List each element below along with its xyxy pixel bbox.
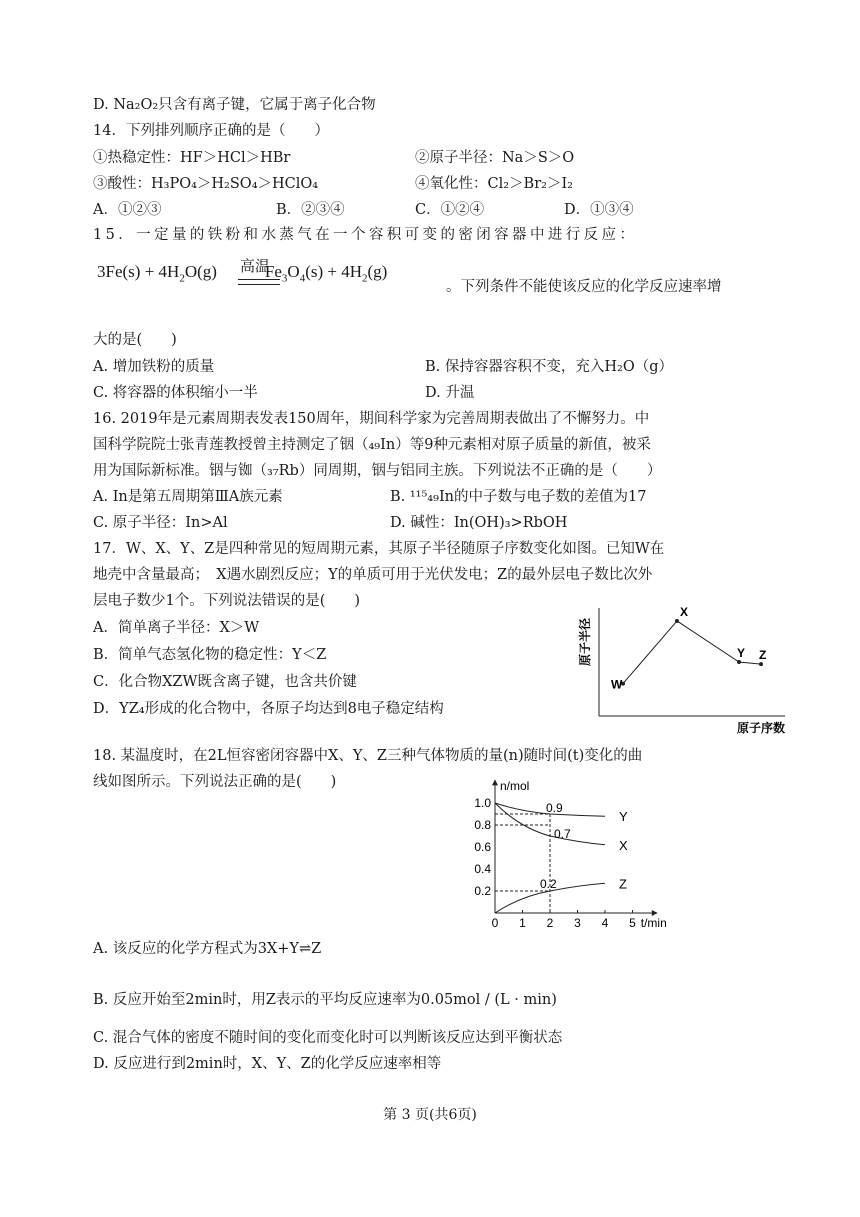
x-tick-5: 5 [629, 916, 636, 930]
q15-option-b: B. 保持容器容积不变，充入H₂O（g） [425, 359, 673, 375]
question-17-line-1: 17．W、X、Y、Z是四种常见的短周期元素，其原子半径随原子序数变化如图。已知W在 [93, 541, 665, 557]
q18-option-c: C. 混合气体的密度不随时间的变化而变化时可以判断该反应达到平衡状态 [93, 1030, 563, 1046]
q14-item-1: ①热稳定性：HF＞HCl＞HBr [93, 150, 291, 166]
option-13d: D. Na₂O₂只含有离子键，它属于离子化合物 [93, 97, 376, 113]
point-label-Y: Y [737, 646, 746, 660]
q15-option-a: A. 增加铁粉的质量 [93, 359, 215, 375]
series-label-X: X [619, 837, 628, 853]
y-axis-label: 原子半径 [578, 617, 592, 667]
annotation-0.7: 0.7 [554, 827, 571, 841]
equals-sign [238, 279, 280, 285]
annotation-0.2: 0.2 [540, 877, 557, 891]
point-Y [737, 660, 741, 664]
question-14: 14．下列排列顺序正确的是（ ） [93, 123, 329, 139]
q14-item-2: ②原子半径：Na＞S＞O [415, 150, 575, 166]
y-axis-arrow [492, 779, 498, 785]
q14-item-3: ③酸性：H₃PO₄＞H₂SO₄＞HClO₄ [93, 176, 319, 192]
page-footer: 第 3 页(共6页) [383, 1107, 477, 1123]
q17-option-c: C．化合物XZW既含离子键，也含共价键 [93, 674, 357, 690]
q14-option-d: D．①③④ [564, 202, 634, 218]
x-tick-0: 0 [491, 916, 499, 930]
moles-vs-time-chart [455, 775, 695, 935]
question-17-line-3: 层电子数少1个。下列说法错误的是( ) [93, 593, 361, 609]
q14-item-4: ④氧化性：Cl₂＞Br₂＞I₂ [415, 176, 573, 192]
q18-option-b: B. 反应开始至2min时，用Z表示的平均反应速率为0.05mol / (L · min) [93, 992, 557, 1008]
q16-option-c: C. 原子半径：In>Al [93, 515, 228, 531]
q16-option-d: D. 碱性：In(OH)₃>RbOH [390, 515, 568, 531]
reaction-equation: $3Fe(s) + 4H_2O(g) Fe_3O_4(s) + 4H_2(g)$ [97, 262, 388, 285]
y-tick-0.2: 0.2 [474, 884, 491, 898]
question-15-b: 大的是( ) [93, 332, 177, 348]
x-axis-label: 原子序数 [736, 721, 785, 735]
question-16-line-1: 16. 2019年是元素周期表发表150周年，期间科学家为完善周期表做出了不懈努力。中 [93, 411, 650, 427]
annotation-0.9: 0.9 [546, 801, 563, 815]
q17-option-b: B．简单气态氢化物的稳定性：Y＜Z [93, 647, 327, 663]
question-16-line-2: 国科学院院士张青莲教授曾主持测定了铟（₄₉In）等9种元素相对原子质量的新值，被采 [93, 437, 651, 453]
q14-option-b: B．②③④ [276, 202, 345, 218]
q14-option-a: A．①②③ [93, 202, 162, 218]
q16-option-b: B. ¹¹⁵₄₉In的中子数与电子数的差值为17 [390, 489, 647, 505]
point-label-W: W [611, 677, 623, 692]
point-label-X: X [680, 604, 689, 619]
question-18-line-2: 线如图所示。下列说法正确的是( ) [93, 774, 337, 790]
x-tick-4: 4 [601, 916, 609, 930]
q17-option-a: A．简单离子半径：X＞W [93, 620, 260, 636]
series-label-Y: Y [619, 809, 628, 825]
y-tick-0.4: 0.4 [474, 862, 491, 876]
question-15: 15．一定量的铁粉和水蒸气在一个容积可变的密闭容器中进行反应： [93, 227, 638, 243]
question-16-line-3: 用为国际新标准。铟与铷（₃₇Rb）同周期，铟与铝同主族。下列说法不正确的是（ ） [93, 463, 662, 479]
q15-option-d: D. 升温 [425, 385, 475, 401]
q15-option-c: C. 将容器的体积缩小一半 [93, 385, 258, 401]
point-X [675, 619, 679, 623]
x-tick-3: 3 [574, 916, 581, 930]
atomic-radius-chart [575, 598, 795, 738]
y-axis-label: n/mol [500, 778, 530, 793]
question-17-line-2: 地壳中含量最高； X遇水剧烈反应；Y的单质可用于光伏发电；Z的最外层电子数比次外 [93, 567, 653, 583]
q18-option-a: A. 该反应的化学方程式为3X+Y⇌Z [93, 941, 322, 957]
x-tick-2: 2 [546, 916, 554, 930]
x-axis-label: t/min [640, 916, 667, 930]
series-label-Z: Z [619, 876, 627, 892]
point-label-Z: Z [759, 648, 767, 663]
reaction-condition: 高温 [240, 257, 271, 275]
y-tick-0.8: 0.8 [474, 818, 491, 832]
y-tick-1.0: 1.0 [474, 796, 491, 810]
q14-option-c: C．①②④ [415, 202, 485, 218]
y-tick-0.6: 0.6 [474, 840, 491, 854]
q17-option-d: D．YZ₄形成的化合物中，各原子均达到8电子稳定结构 [93, 701, 444, 717]
q18-option-d: D. 反应进行到2min时，X、Y、Z的化学反应速率相等 [93, 1056, 442, 1072]
point-Z [759, 662, 763, 666]
x-tick-1: 1 [519, 916, 526, 930]
question-15-tail: 。下列条件不能使该反应的化学反应速率增 [446, 279, 722, 295]
question-18-line-1: 18. 某温度时，在2L恒容密闭容器中X、Y、Z三种气体物质的量(n)随时间(t)变化的曲 [93, 748, 643, 764]
q16-option-a: A. In是第五周期第ⅢA族元素 [93, 489, 283, 505]
